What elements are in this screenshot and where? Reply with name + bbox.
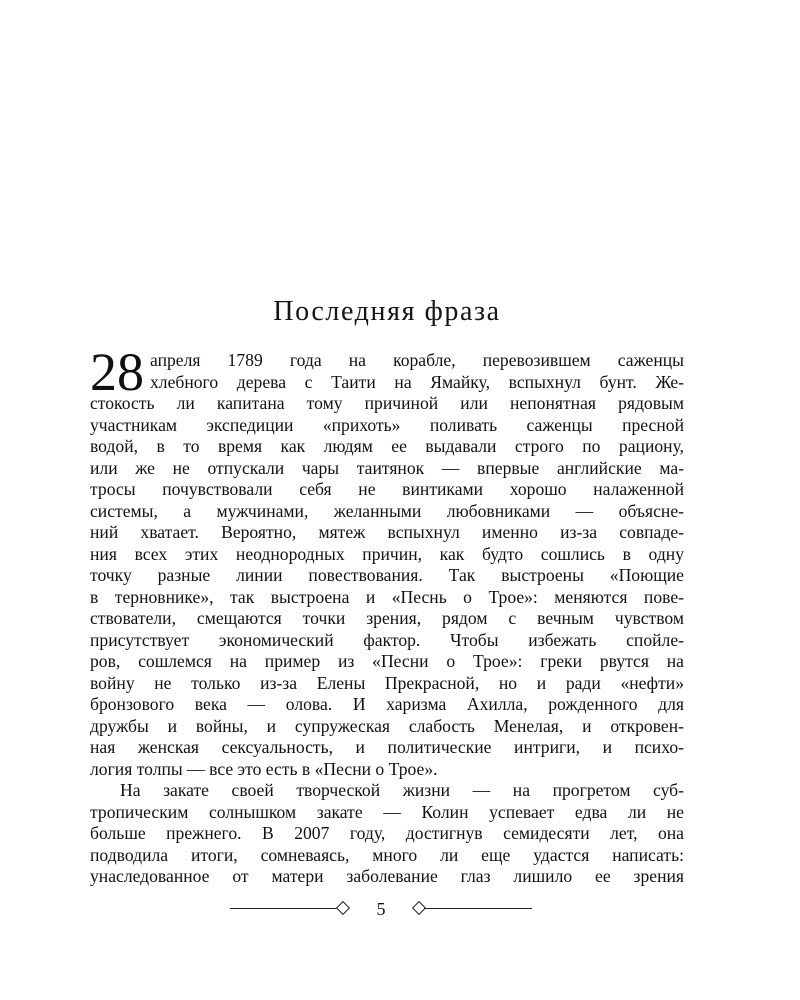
text-line: участникам экспедиции «прихоть» поливать саженцы пресной [90, 414, 684, 435]
text-line: больше прежнего. В 2007 году, достигнув семидесяти лет, она [90, 823, 684, 843]
drop-cap: 28 [90, 342, 144, 402]
text-line: стокость ли капитана тому причиной или непонятная рядовым [90, 393, 684, 413]
text-line: апреля 1789 года на корабле, перевозившем саженцы [150, 350, 684, 370]
body-text [90, 342, 684, 888]
text-line: бронзового века — олова. И харизма Ахилла, рожденного для [90, 694, 684, 714]
text-line: хлебного дерева с Таити на Ямайку, вспыхнул бунт. Же- [150, 371, 684, 392]
text-line: точку разные линии повествования. Так выстроены «Поющие [90, 565, 684, 585]
footer-rule-right [424, 908, 532, 909]
text-line: подводила итоги, сомневаясь, много ли еще удастся написать: [90, 844, 684, 865]
text-line: унаследованное от матери заболевание глаз лишило ее зрения [90, 866, 684, 886]
text-line: ния всех этих неоднородных причин, как будто сошлись в одну [90, 543, 684, 564]
page-number: 5 [376, 899, 386, 919]
text-line: системы, а мужчинами, желанными любовниками — объясне- [90, 500, 684, 521]
text-line: ная женская сексуальность, и политические интриги, и психо- [90, 737, 684, 757]
chapter-title: Последняя фраза [273, 296, 501, 327]
text-line: ний хватает. Вероятно, мятеж вспыхнул именно из-за совпаде- [90, 522, 684, 542]
text-line: войну не только из-за Елены Прекрасной, но и ради «нефти» [90, 672, 684, 693]
text-line: тропическим солнышком закате — Колин успевает едва ли не [90, 801, 684, 822]
text-line: дружбы и войны, и супружеская слабость Менелая, и откровен- [90, 715, 684, 736]
page-footer [230, 898, 532, 920]
text-line: ствователи, смещаются точки зрения, рядом с вечным чувством [90, 608, 684, 628]
text-line: логия толпы — все это есть в «Песни о Трое». [90, 758, 438, 779]
text-line: ров, сошлемся на пример из «Песни о Трое»: греки рвутся на [90, 651, 684, 671]
text-line: присутствует экономический фактор. Чтобы избежать спойле- [90, 629, 684, 650]
text-line: в терновнике», так выстроена и «Песнь о Трое»: меняются пове- [90, 586, 684, 607]
dropcap-row [90, 342, 684, 402]
text-line: На закате своей творческой жизни — на прогретом суб- [120, 780, 684, 800]
text-line: тросы почувствовали себя не винтиками хорошо налаженной [90, 479, 684, 499]
text-line: или же не отпускали чары таитянок — впервые английские ма- [90, 457, 684, 478]
text-line: водой, в то время как людям ее выдавали строго по рациону, [90, 436, 684, 456]
